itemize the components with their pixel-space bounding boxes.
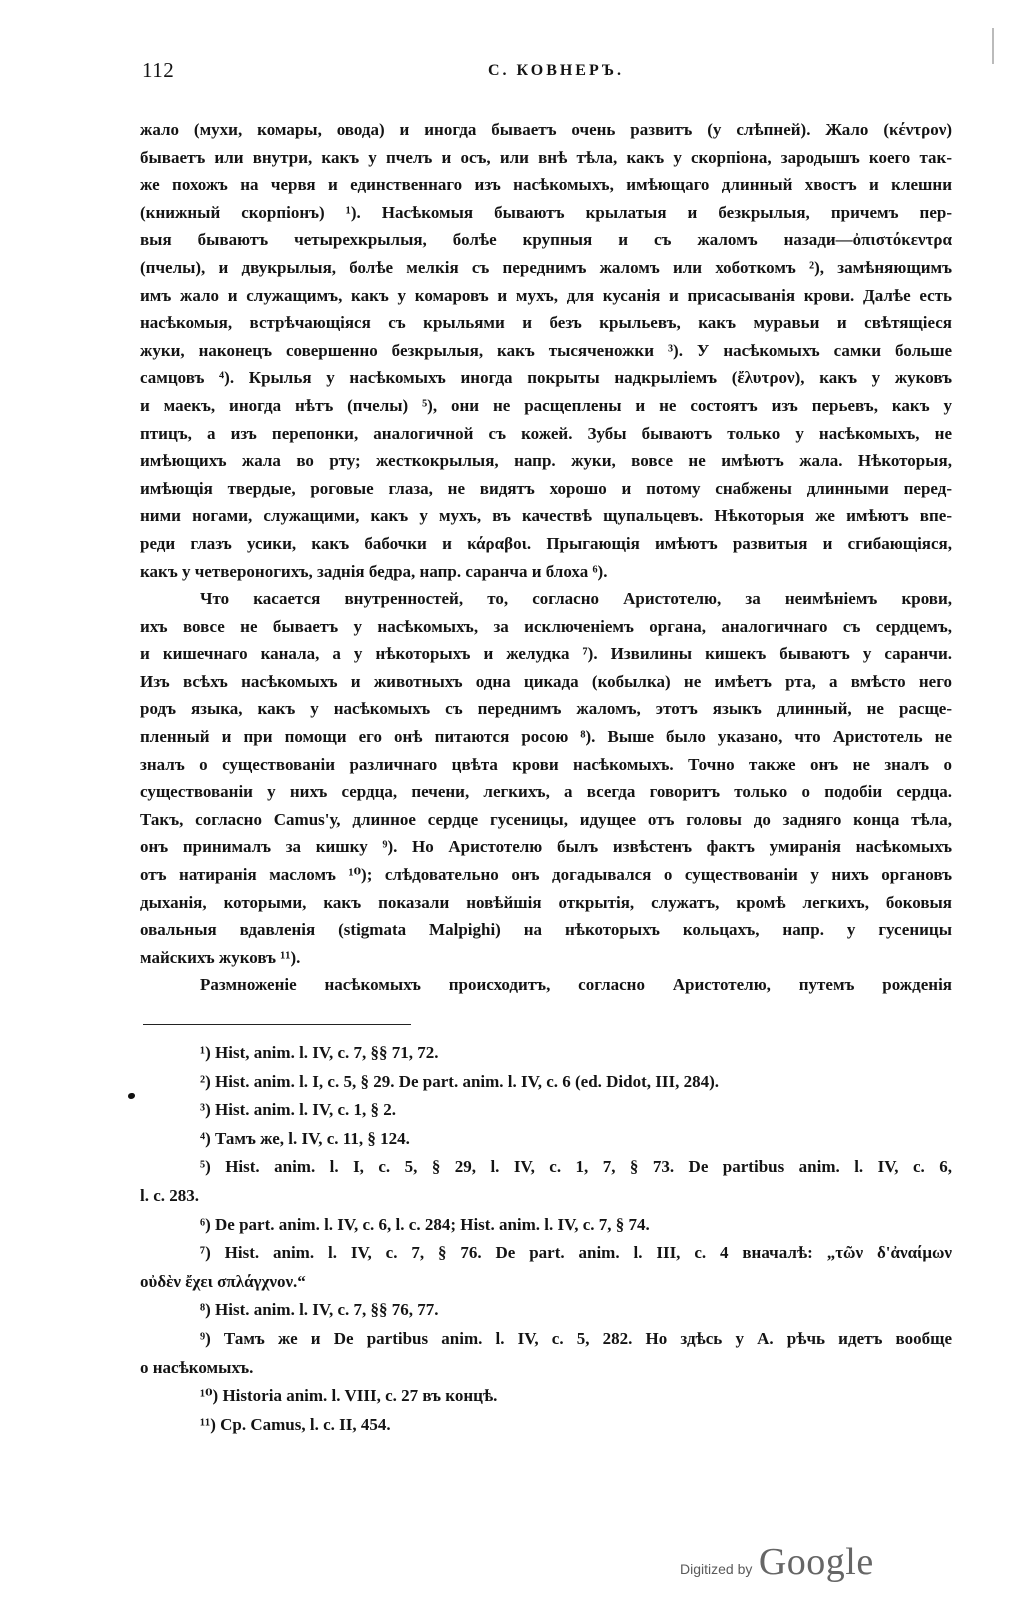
- footnote-line: ¹⁰) Historia anim. l. VIII, c. 27 въ концѣ.: [200, 1386, 498, 1406]
- footnote-line: о насѣкомыхъ.: [140, 1357, 254, 1377]
- text-line: Такъ, согласно Camus'у, длинное сердце гусеницы, идущее отъ головы до задняго конца тѣла,: [140, 809, 952, 829]
- footnote-line: ⁸) Hist. anim. l. IV, c. 7, §§ 76, 77.: [200, 1300, 439, 1320]
- text-line: жуки, наконецъ совершенно безкрылыя, какъ тысяченожки ³). У насѣкомыхъ самки больше: [140, 340, 952, 360]
- text-line: выя бываютъ четырехкрылыя, болѣе крупныя и съ жаломъ назади—ὀπιστόκεντρα: [140, 230, 952, 250]
- text-line: птицъ, а изъ перепонки, аналогичной съ кожей. Зубы бываютъ только у насѣкомыхъ, не: [140, 423, 952, 443]
- footnote-line: οὐδὲν ἔχει σπλάγχνον.“: [140, 1271, 306, 1291]
- text-line: (книжный скорпіонъ) ¹). Насѣкомыя бываютъ крылатыя и безкрылыя, причемъ пер-: [140, 202, 952, 222]
- footnote-line: ¹) Hist, anim. l. IV, c. 7, §§ 71, 72.: [200, 1043, 439, 1062]
- text-line: майскихъ жуковъ ¹¹).: [140, 947, 301, 967]
- text-line: имъ жало и служащимъ, какъ у комаровъ и мухъ, для кусанія и присасыванія крови. Далѣе есть: [140, 285, 952, 305]
- text-line: овальныя вдавленія (stigmata Malpighi) на нѣкоторыхъ кольцахъ, напр. у гусеницы: [140, 920, 952, 940]
- footnote-line: ¹¹) Ср. Camus, l. c. II, 454.: [200, 1414, 391, 1434]
- footnote-line: ⁶) De part. anim. l. IV, c. 6, l. c. 284; Hist. anim. l. IV, c. 7, § 74.: [200, 1214, 650, 1234]
- text-line: Изъ всѣхъ насѣкомыхъ и животныхъ одна цикада (кобылка) не имѣетъ рта, а вмѣсто него: [140, 671, 952, 691]
- footnote-line: ²) Hist. anim. l. I, c. 5, § 29. De part. anim. l. IV, c. 6 (ed. Didot, III, 284).: [200, 1071, 720, 1091]
- text-line: пленный и при помощи его онѣ питаются росою ⁸). Выше было указано, что Аристотель не: [140, 727, 952, 747]
- text-line: и кишечнаго канала, а у нѣкоторыхъ и желудка ⁷). Извилины кишекъ бываютъ у саранчи.: [140, 644, 952, 664]
- text-line: самцовъ ⁴). Крылья у насѣкомыхъ иногда покрыты надкрыліемъ (ἔλυτρον), какъ у жуковъ: [140, 368, 952, 388]
- running-head: С. КОВНЕРЪ.: [487, 62, 624, 79]
- text-line: ними ногами, служащими, какъ у мухъ, въ качествѣ щупальцевъ. Нѣкоторыя же имѣютъ впе-: [140, 506, 952, 526]
- text-line: имѣющія твердые, роговые глаза, не видятъ хорошо и потому снабжены длинными перед-: [140, 478, 952, 498]
- footnote-line: ³) Hist. anim. l. IV, c. 1, § 2.: [200, 1100, 397, 1120]
- text-line: жало (мухи, комары, овода) и иногда бываетъ очень развитъ (у слѣпней). Жало (κέντρον): [140, 120, 952, 139]
- digitized-watermark: [680, 1540, 874, 1583]
- footnote-line: ⁹) Тамъ же и De partibus anim. l. IV, c. 5, 282. Но здѣсь у А. рѣчь идетъ вообще: [200, 1328, 952, 1348]
- page-header: [142, 58, 950, 92]
- text-line: насѣкомыя, встрѣчающіяся съ крыльями и безъ крыльевъ, какъ муравьи и свѣтящіеся: [140, 313, 952, 333]
- digitized-by-label: Digitized by: [680, 1561, 753, 1577]
- text-line: же похожъ на червя и единственнаго изъ насѣкомыхъ, имѣющаго длинный хвостъ и клешни: [140, 175, 952, 195]
- footnote-line: ⁴) Тамъ же, l. IV, c. 11, § 124.: [200, 1128, 410, 1148]
- google-logo: Google: [758, 1541, 874, 1583]
- footnote-separator: [143, 1024, 411, 1025]
- text-line: и маекъ, иногда нѣтъ (пчелы) ⁵), они не расщеплены и не состоятъ изъ перьевъ, какъ у: [140, 395, 952, 415]
- text-line: реди глазъ усики, какъ бабочки и κάραβοι. Прыгающія имѣютъ развитыя и сгибающіяся,: [140, 533, 952, 553]
- text-line: бываетъ или внутри, какъ у пчелъ и осъ, или внѣ тѣла, какъ у скорпіона, зародышъ коего так-: [140, 147, 952, 167]
- text-line: ихъ вовсе не бываетъ у насѣкомыхъ, за исключеніемъ органа, аналогичнаго съ сердцемъ,: [140, 616, 952, 636]
- ink-blot: [128, 1093, 135, 1099]
- footnote-line: l. c. 283.: [140, 1185, 200, 1205]
- text-line: существованіи у нихъ сердца, печени, легкихъ, а всегда говоритъ только о подобіи сердца.: [140, 782, 952, 802]
- footnote-line: ⁷) Hist. anim. l. IV, c. 7, § 76. De part. anim. l. III, c. 4 вначалѣ: „τῶν δ'ἀναίμων: [200, 1243, 952, 1263]
- text-line: Размноженіе насѣкомыхъ происходитъ, согласно Аристотелю, путемъ рожденія: [200, 975, 952, 995]
- text-line: зналъ о существованіи различнаго цвѣта крови насѣкомыхъ. Точно также онъ не зналъ о: [140, 754, 952, 774]
- text-line: (пчелы), и двукрылыя, болѣе мелкія съ переднимъ жаломъ или хоботкомъ ²), замѣняющимъ: [140, 257, 952, 277]
- footnotes: [140, 1039, 952, 1439]
- text-line: имѣющихъ жала во рту; жесткокрылыя, напр. жуки, вовсе не имѣютъ жала. Нѣкоторыя,: [140, 451, 952, 471]
- text-line: родъ языка, какъ у насѣкомыхъ съ переднимъ жаломъ, этотъ языкъ длинный, не расще-: [140, 699, 952, 719]
- text-line: отъ натиранія масломъ ¹⁰); слѣдовательно онъ догадывался о существованіи у нихъ органовъ: [140, 865, 952, 885]
- text-line: дыханія, которыми, какъ показали новѣйшія открытія, служатъ, кромѣ легкихъ, боковыя: [140, 892, 952, 912]
- footnote-line: ⁵) Hist. anim. l. I, c. 5, § 29, l. IV, c. 1, 7, § 73. De partibus anim. l. IV, c. 6,: [200, 1157, 952, 1177]
- main-text: [140, 116, 952, 999]
- text-line: Что касается внутренностей, то, согласно Аристотелю, за неимѣніемъ крови,: [200, 589, 952, 609]
- text-line: какъ у четвероногихъ, заднія бедра, напр. саранча и блоха ⁶).: [140, 561, 608, 581]
- page-number: 112: [142, 58, 175, 82]
- text-line: онъ принималъ за кишку ⁹). Но Аристотелю былъ извѣстенъ фактъ умиранія насѣкомыхъ: [140, 837, 952, 857]
- scan-edge-mark: [992, 28, 994, 64]
